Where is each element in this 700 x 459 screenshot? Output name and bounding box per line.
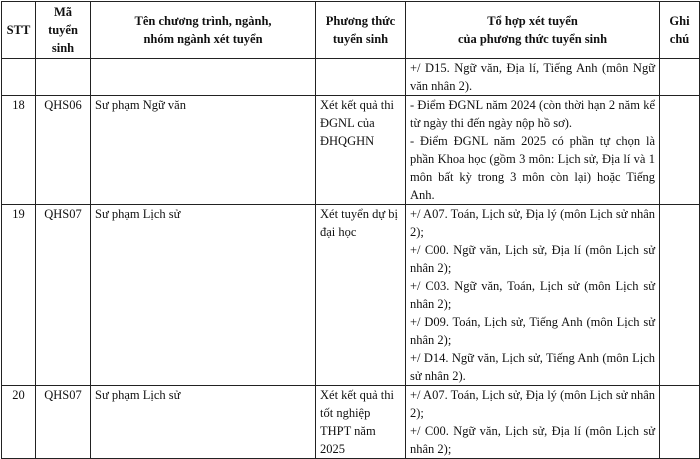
combo-item: +/ C00. Ngữ văn, Lịch sử, Địa lí (môn Lịch sử nhân 2); [410, 424, 655, 456]
table-row-20 [2, 386, 700, 459]
header-program-name: Tên chương trình, ngành, nhóm ngành xét tuyển [91, 2, 316, 59]
header-note: Ghi chú [660, 2, 700, 59]
header-admission-method: Phương thức tuyển sinh [316, 2, 406, 59]
combo-item: +/ D09. Toán, Lịch sử, Tiếng Anh (môn Lịch sử nhân 2); [410, 315, 655, 347]
cell-program [91, 59, 316, 96]
cell-code: QHS07 [36, 386, 91, 459]
cell-method: Xét kết quả thi tốt nghiệp THPT năm 2025 [316, 386, 406, 459]
cell-note [660, 205, 700, 386]
cell-note [660, 96, 700, 205]
cell-combinations [406, 205, 660, 386]
combo-item: +/ D14. Ngữ văn, Lịch sử, Tiếng Anh (môn Lịch sử nhân 2). [410, 351, 655, 383]
cell-program: Sư phạm Lịch sử [91, 205, 316, 386]
cell-method: Xét kết quả thi ĐGNL của ĐHQGHN [316, 96, 406, 205]
combo-item: - Điểm ĐGNL năm 2025 có phần tự chọn là phần Khoa học (gồm 3 môn: Lịch sử, Địa lí và 1 môn bất kỳ trong 3 môn còn lại) hoặc Tiếng Anh. [410, 134, 655, 202]
cell-combinations [406, 59, 660, 96]
table-header-row [2, 2, 700, 59]
table-row-18 [2, 96, 700, 205]
cell-code: QHS07 [36, 205, 91, 386]
header-admission-code: Mã tuyển sinh [36, 2, 91, 59]
combo-item: +/ A07. Toán, Lịch sử, Địa lý (môn Lịch sử nhân 2); [410, 388, 655, 420]
header-subject-combinations [406, 2, 660, 59]
cell-method [316, 59, 406, 96]
cell-stt [2, 59, 36, 96]
cell-code [36, 59, 91, 96]
cell-program: Sư phạm Ngữ văn [91, 96, 316, 205]
header-combo-line-1: Tổ hợp xét tuyển [487, 14, 578, 28]
cell-method: Xét tuyển dự bị đại học [316, 205, 406, 386]
cell-stt: 20 [2, 386, 36, 459]
combo-item: +/ D15. Ngữ văn, Địa lí, Tiếng Anh (môn Ngữ văn nhân 2). [410, 61, 655, 93]
combo-item: +/ C00. Ngữ văn, Lịch sử, Địa lí (môn Lịch sử nhân 2); [410, 243, 655, 275]
table-row-continuation [2, 59, 700, 96]
header-combo-line-2: của phương thức tuyển sinh [457, 32, 608, 46]
cell-stt: 18 [2, 96, 36, 205]
combo-item: +/ A07. Toán, Lịch sử, Địa lý (môn Lịch sử nhân 2); [410, 207, 655, 239]
cell-program: Sư phạm Lịch sử [91, 386, 316, 459]
cell-combinations [406, 96, 660, 205]
admissions-table [1, 1, 700, 459]
cell-stt: 19 [2, 205, 36, 386]
cell-note [660, 386, 700, 459]
cell-note [660, 59, 700, 96]
table-row-19 [2, 205, 700, 386]
cell-combinations [406, 386, 660, 459]
combo-item: - Điểm ĐGNL năm 2024 (còn thời hạn 2 năm kể từ ngày thi đến ngày nộp hồ sơ). [410, 98, 655, 130]
cell-code: QHS06 [36, 96, 91, 205]
combo-item: +/ C03. Ngữ văn, Toán, Lịch sử (môn Lịch sử nhân 2); [410, 279, 655, 311]
header-stt: STT [2, 2, 36, 59]
